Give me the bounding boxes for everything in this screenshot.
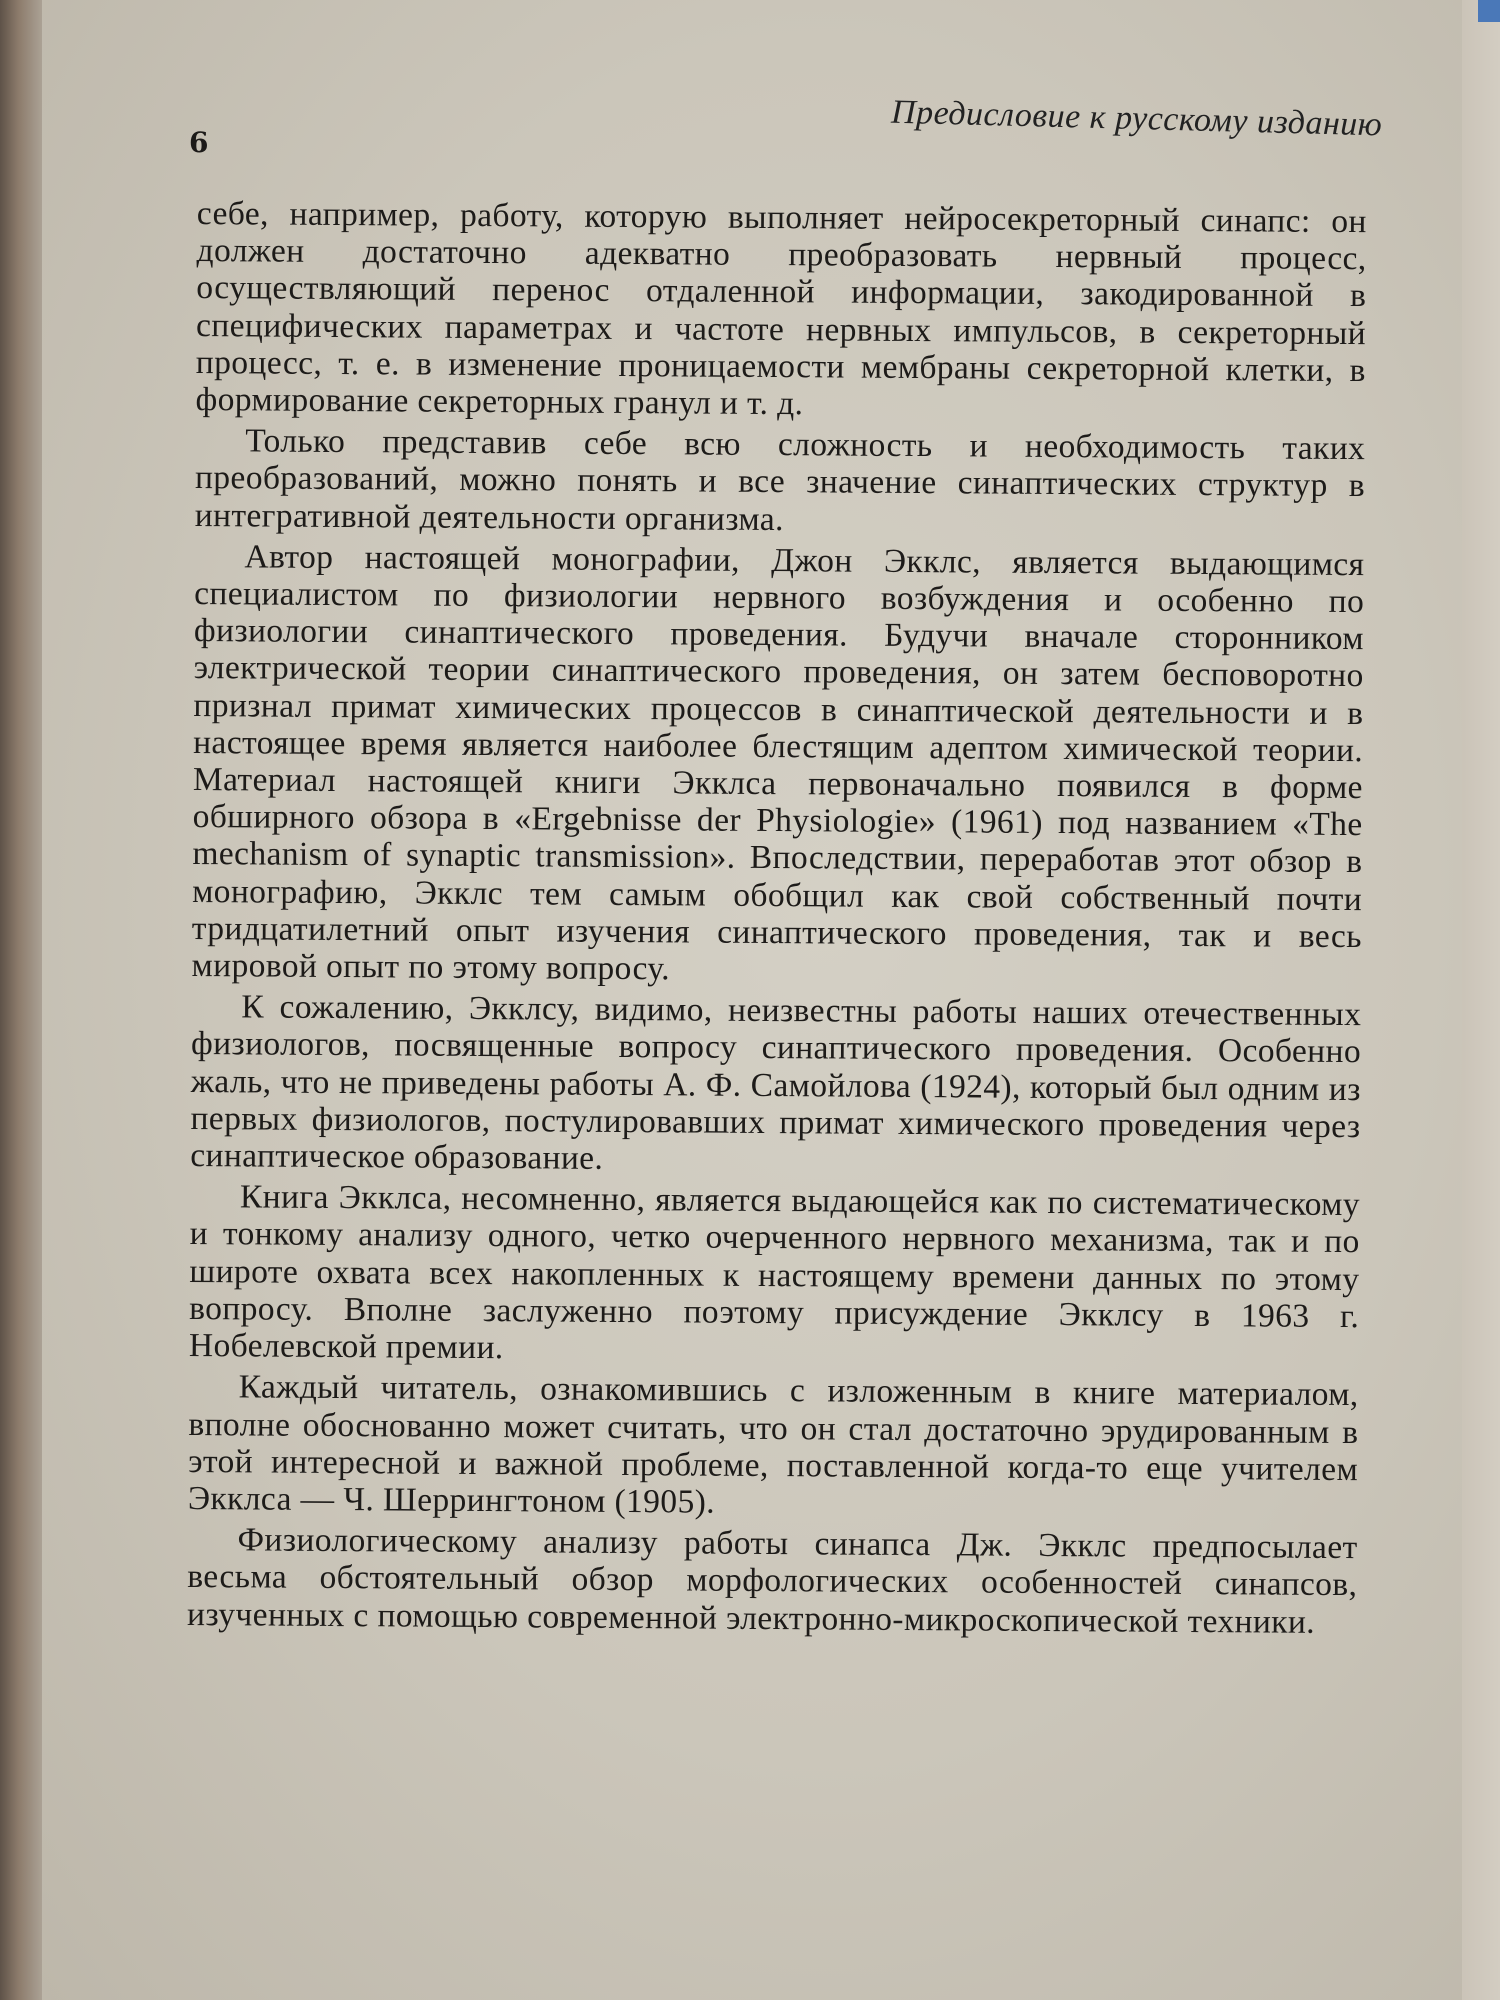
paragraph-3: Автор настоящей монографии, Джон Экклс, является выдающимся специалистом по физиологии нервного возбуждения и особенно по физиологии синаптического проведения. Будучи вначале сторонником электрической теории синаптического проведения, он затем бесповоротно признал примат химических процессов в синаптической деятельности и в настоящее время является наиболее блестящим адептом химической теории. Материал настоящей книги Экклса первоначально появился в форме обширного обзора в «Ergebnisse der Physiologie» (1961) под названием «The mechanism of synaptic transmission». Впоследствии, переработав этот обзор в монографию, Экклс тем самым обобщил как свой собственный почти тридцатилетний опыт изучения синаптического проведения, так и весь мировой опыт по этому вопросу. [191,538,1365,988]
paragraph-4: К сожалению, Экклсу, видимо, неизвестны работы наших отечественных физиологов, посвященные вопросу синаптического проведения. Особенно жаль, что не приведены работы А. Ф. Самойлова (1924), который был одним из первых физиологов, постулировавших примат химического проведения через синаптическое образование. [190,988,1362,1177]
book-spine-shadow [0,0,46,2000]
paragraph-7: Физиологическому анализу работы синапса Дж. Экклс предпосылает весьма обстоятельный обзор морфологических особенностей синапсов, изученных с помощью современной электронно-микроскопической техники. [186,1521,1358,1641]
paragraph-6: Каждый читатель, ознакомившись с изложенным в книге материалом, вполне обоснованно может считать, что он стал достаточно эрудированным в этой интересной и важной проблеме, поставленной когда-то еще учителем Экклса — Ч. Шеррингтоном (1905). [187,1368,1359,1521]
book-cover-edge [1478,0,1500,22]
paragraph-5: Книга Экклса, несомненно, является выдающейся как по систематическому и тонкому анализу одного, четко очерченного нервного механизма, так и по широте охвата всех накопленных к настоящему времени данных по этому вопросу. Вполне заслуженно поэтому присуждение Экклсу в 1963 г. Нобелевской премии. [188,1178,1361,1367]
running-head: Предисловие к русскому изданию [890,93,1383,144]
page-header [42,80,1462,160]
page-number: 6 [189,126,209,159]
body-text [187,195,1367,1645]
paragraph-1: себе, например, работу, которую выполняет нейросекреторный синапс: он должен достаточно адекватно преобразовать нервный процесс, осуществляющий перенос отдаленной информации, закодированной в специфических параметрах и частоте нервных импульсов, в секреторный процесс, т. е. в изменение проницаемости мембраны секреторной клетки, в формирование секреторных гранул и т. д. [195,195,1367,423]
book-page [42,0,1462,2000]
paragraph-2: Только представив себе всю сложность и необходимость таких преобразований, можно понять и все значение синаптических структур в интегративной деятельности организма. [194,422,1366,538]
